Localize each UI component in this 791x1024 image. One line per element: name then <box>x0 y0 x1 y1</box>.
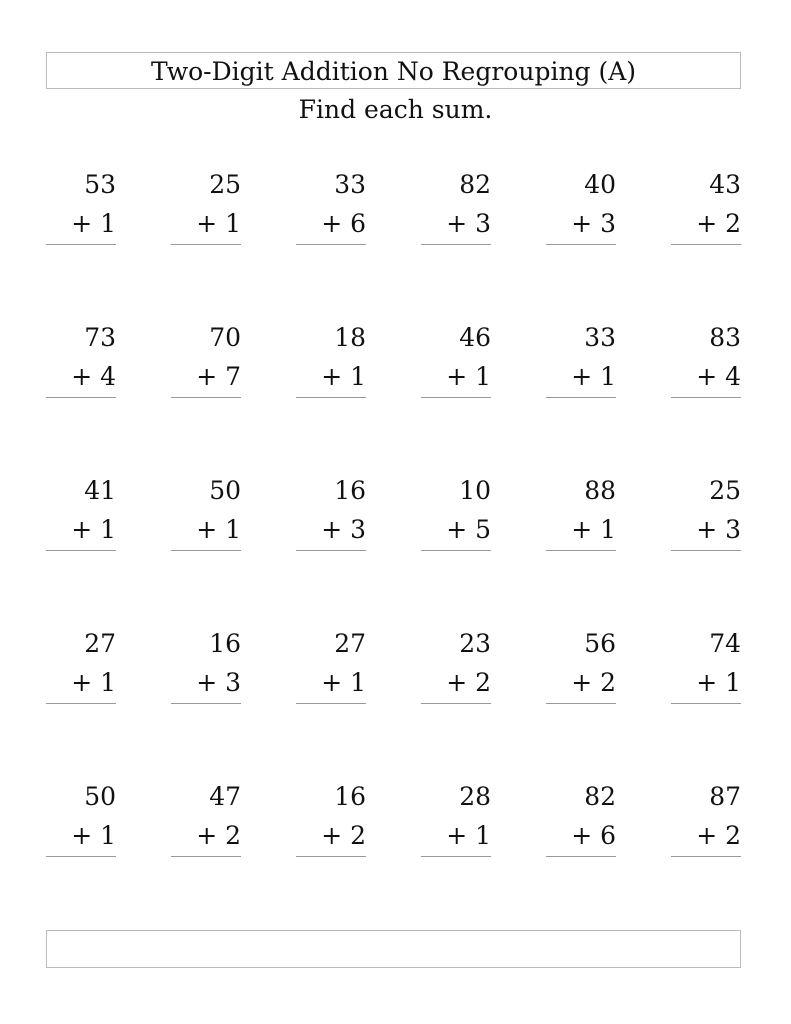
answer-line <box>46 244 116 245</box>
answer-line <box>421 703 491 704</box>
addend-top: 27 <box>334 629 366 658</box>
answer-line <box>46 856 116 857</box>
answer-line <box>546 244 616 245</box>
addend-top: 56 <box>584 629 616 658</box>
addend-bottom: + 1 <box>571 362 616 391</box>
addend-bottom: + 2 <box>321 821 366 850</box>
answer-line <box>671 244 741 245</box>
addend-bottom: + 2 <box>571 668 616 697</box>
answer-line <box>296 703 366 704</box>
addend-bottom: + 7 <box>196 362 241 391</box>
worksheet-title: Two-Digit Addition No Regrouping (A) <box>150 57 637 86</box>
addition-problem <box>296 782 366 862</box>
addend-bottom: + 3 <box>696 515 741 544</box>
addend-top: 53 <box>84 170 116 199</box>
addition-problem <box>46 323 116 403</box>
addition-problem <box>46 170 116 250</box>
answer-line <box>671 550 741 551</box>
addend-top: 16 <box>334 476 366 505</box>
addend-bottom: + 4 <box>696 362 741 391</box>
answer-line <box>546 856 616 857</box>
addend-top: 23 <box>459 629 491 658</box>
answer-line <box>421 244 491 245</box>
addition-problem <box>421 170 491 250</box>
addend-top: 43 <box>709 170 741 199</box>
addend-top: 41 <box>84 476 116 505</box>
addend-top: 70 <box>209 323 241 352</box>
answer-line <box>171 397 241 398</box>
addend-bottom: + 3 <box>571 209 616 238</box>
addition-problem <box>671 323 741 403</box>
addition-problem <box>421 476 491 556</box>
addend-bottom: + 1 <box>196 209 241 238</box>
worksheet-instruction: Find each sum. <box>298 95 493 124</box>
addend-bottom: + 1 <box>446 821 491 850</box>
addend-top: 27 <box>84 629 116 658</box>
addition-problem <box>171 170 241 250</box>
addend-top: 16 <box>334 782 366 811</box>
addition-problem <box>546 323 616 403</box>
answer-line <box>171 703 241 704</box>
addend-top: 10 <box>459 476 491 505</box>
addition-problem <box>671 170 741 250</box>
addend-bottom: + 2 <box>196 821 241 850</box>
addend-bottom: + 5 <box>446 515 491 544</box>
addend-bottom: + 6 <box>321 209 366 238</box>
addition-problem <box>171 629 241 709</box>
addend-bottom: + 2 <box>696 209 741 238</box>
addition-problem <box>671 476 741 556</box>
addition-problem <box>46 782 116 862</box>
answer-line <box>296 550 366 551</box>
answer-line <box>171 244 241 245</box>
answer-line <box>171 856 241 857</box>
answer-line <box>296 856 366 857</box>
answer-line <box>296 244 366 245</box>
addend-bottom: + 3 <box>196 668 241 697</box>
addend-bottom: + 3 <box>321 515 366 544</box>
addend-bottom: + 4 <box>71 362 116 391</box>
addition-problem <box>421 782 491 862</box>
addend-top: 25 <box>209 170 241 199</box>
worksheet-footer-box <box>46 930 741 968</box>
addition-problem <box>296 629 366 709</box>
addend-bottom: + 1 <box>71 209 116 238</box>
addend-top: 25 <box>709 476 741 505</box>
addition-problem <box>546 629 616 709</box>
addend-bottom: + 1 <box>321 362 366 391</box>
addition-problem <box>296 476 366 556</box>
addition-problem <box>546 170 616 250</box>
addend-top: 82 <box>584 782 616 811</box>
answer-line <box>671 397 741 398</box>
addend-top: 40 <box>584 170 616 199</box>
addend-top: 16 <box>209 629 241 658</box>
addend-bottom: + 1 <box>71 515 116 544</box>
addition-problem <box>296 323 366 403</box>
addend-top: 73 <box>84 323 116 352</box>
addition-problem <box>671 782 741 862</box>
addend-bottom: + 1 <box>71 821 116 850</box>
addition-problem <box>46 629 116 709</box>
addend-bottom: + 1 <box>196 515 241 544</box>
answer-line <box>546 703 616 704</box>
answer-line <box>546 397 616 398</box>
addition-problem <box>296 170 366 250</box>
answer-line <box>421 856 491 857</box>
addend-bottom: + 3 <box>446 209 491 238</box>
addend-top: 50 <box>84 782 116 811</box>
addition-problem <box>171 476 241 556</box>
addend-top: 88 <box>584 476 616 505</box>
addition-problem <box>171 323 241 403</box>
answer-line <box>171 550 241 551</box>
addend-top: 33 <box>584 323 616 352</box>
answer-line <box>671 703 741 704</box>
addend-bottom: + 2 <box>446 668 491 697</box>
addend-bottom: + 1 <box>571 515 616 544</box>
addition-problem <box>421 323 491 403</box>
answer-line <box>46 397 116 398</box>
answer-line <box>421 397 491 398</box>
addend-bottom: + 1 <box>446 362 491 391</box>
addend-top: 50 <box>209 476 241 505</box>
addition-problem <box>46 476 116 556</box>
addition-problem <box>546 476 616 556</box>
addend-top: 28 <box>459 782 491 811</box>
addend-bottom: + 1 <box>696 668 741 697</box>
addend-top: 18 <box>334 323 366 352</box>
answer-line <box>46 550 116 551</box>
addend-bottom: + 1 <box>321 668 366 697</box>
addition-problem <box>546 782 616 862</box>
addend-bottom: + 1 <box>71 668 116 697</box>
addend-top: 33 <box>334 170 366 199</box>
addend-top: 87 <box>709 782 741 811</box>
addition-problem <box>171 782 241 862</box>
addend-top: 82 <box>459 170 491 199</box>
addend-top: 47 <box>209 782 241 811</box>
answer-line <box>671 856 741 857</box>
answer-line <box>421 550 491 551</box>
addend-top: 83 <box>709 323 741 352</box>
answer-line <box>546 550 616 551</box>
addition-problem <box>421 629 491 709</box>
addend-top: 46 <box>459 323 491 352</box>
answer-line <box>46 703 116 704</box>
addition-problem <box>671 629 741 709</box>
answer-line <box>296 397 366 398</box>
addend-bottom: + 6 <box>571 821 616 850</box>
addend-bottom: + 2 <box>696 821 741 850</box>
addend-top: 74 <box>709 629 741 658</box>
